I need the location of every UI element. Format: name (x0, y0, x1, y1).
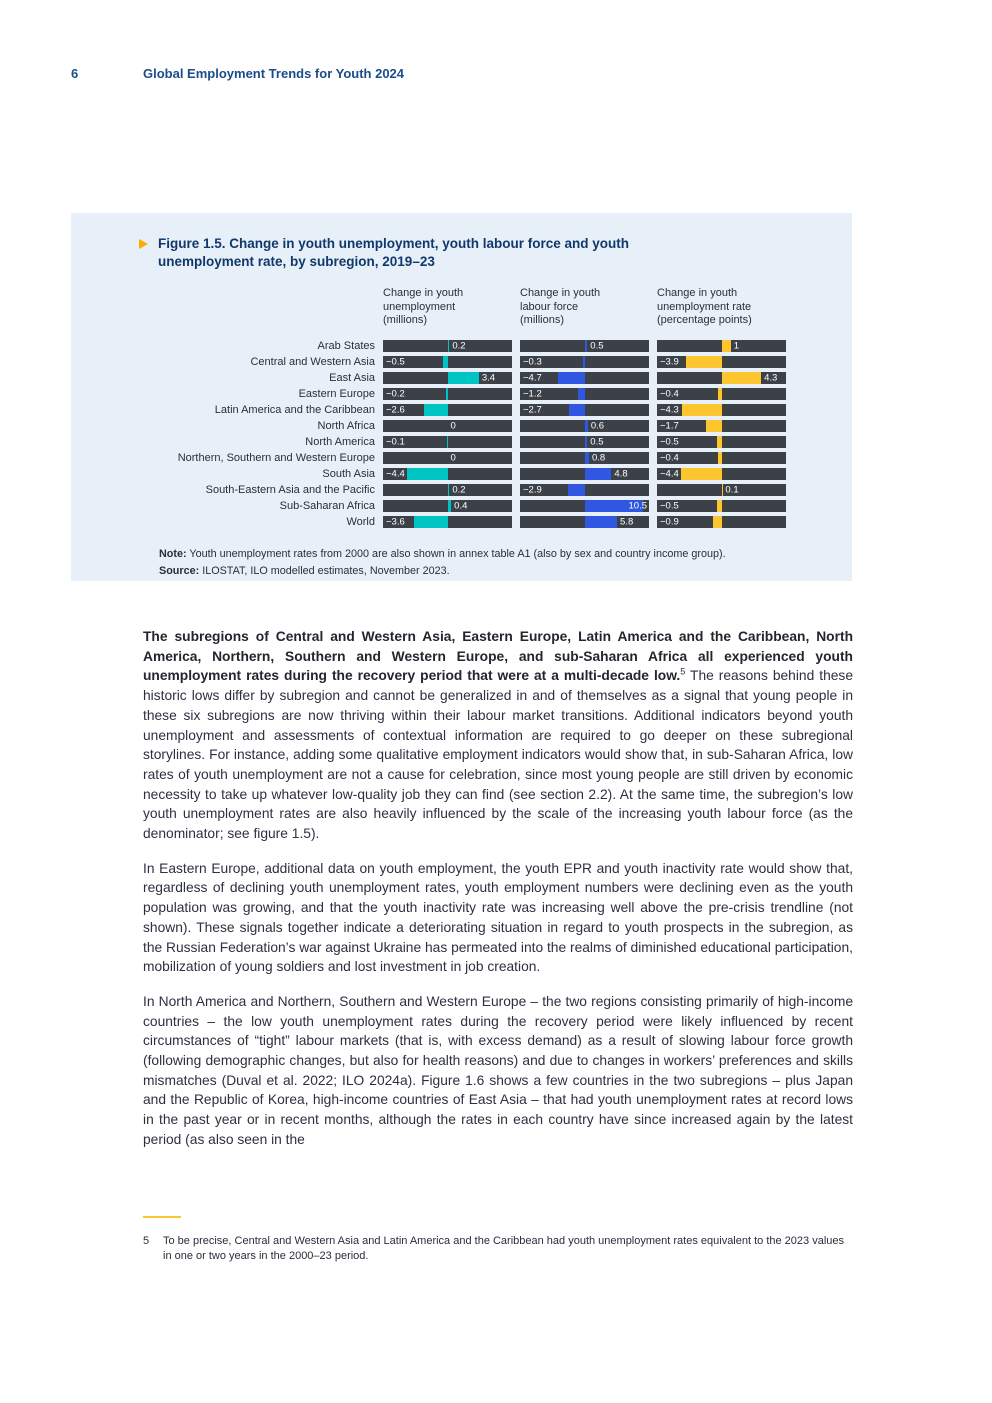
value-bar (585, 516, 618, 528)
value-label: −4.4 (660, 467, 679, 479)
value-label: 4.3 (764, 371, 778, 383)
chart-row (141, 404, 852, 416)
value-bar (448, 484, 450, 496)
figure-notes (159, 546, 852, 580)
value-label: 0.5 (590, 339, 604, 351)
bar-track (657, 436, 786, 448)
value-label: −0.9 (660, 515, 679, 527)
value-label: 0.2 (452, 483, 466, 495)
figure-note (159, 546, 852, 563)
page-header (71, 66, 404, 81)
bar-track (520, 436, 649, 448)
source-text: ILOSTAT, ILO modelled estimates, November 2023. (202, 564, 450, 577)
value-label: 3.4 (481, 371, 496, 383)
value-label: −0.2 (386, 387, 405, 399)
value-bar (722, 484, 723, 496)
bar-track (520, 516, 649, 528)
bar-track (520, 404, 649, 416)
value-bar (585, 452, 589, 464)
row-label: Eastern Europe (298, 387, 375, 400)
bar-track (383, 404, 512, 416)
footnote (143, 1234, 853, 1263)
bar-track (383, 500, 512, 512)
footnote-text: To be precise, Central and Western Asia and Latin America and the Caribbean had youth unemployment rates equivalent to the 2023 values in one or two years in the 2000–23 period. (163, 1235, 845, 1262)
chart-row (141, 500, 852, 512)
chart-column-header: Change in youth unemployment (millions) (383, 287, 464, 326)
paragraph-1 (143, 627, 853, 844)
bar-track (383, 516, 512, 528)
value-bar (585, 436, 588, 448)
chart-rows (141, 340, 852, 528)
value-label: −2.6 (386, 403, 405, 415)
value-label: 0 (450, 419, 456, 431)
value-bar (722, 340, 731, 352)
paragraph-1-text: The reasons behind these historic lows differ by subregion and cannot be generalized in and of themselves as a signal that young people in these six subregions are now thriving within their labour market transitions. Additional indicators beyond youth unemployment and assessments of contextual information are required to go deeper on these subregional storylines. For instance, adding some qualitative employment indicators would show that, in sub-Saharan Africa, low rates of youth unemployment are not a cause for celebration, since most young people are still driven by economic necessity to take up whatever low-quality job they can find (see section 2.2). At the same time, the subregion’s low youth unemployment rates are also heavily influenced by the scale of the increasing youth labour force (as the denominator; see figure 1.5). (143, 668, 853, 842)
bar-track (657, 356, 786, 368)
value-bar (681, 468, 722, 480)
row-label: Northern, Southern and Western Europe (177, 451, 375, 464)
running-header-title: Global Employment Trends for Youth 2024 (143, 66, 405, 81)
value-label: 0.8 (591, 451, 606, 463)
value-label: −4.4 (386, 467, 405, 479)
value-bar (407, 468, 448, 480)
value-label: −0.5 (660, 435, 679, 447)
value-bar (718, 388, 722, 400)
value-bar (718, 452, 722, 464)
chart-header-spacer (141, 287, 375, 328)
chart-column-headers (141, 287, 852, 328)
value-bar (424, 404, 448, 416)
footnote-area (143, 1216, 853, 1263)
value-label: 0.1 (725, 483, 739, 495)
chart-row (141, 436, 852, 448)
bar-track (657, 516, 786, 528)
footnote-reference: 5 (680, 666, 686, 677)
value-label: 0.4 (454, 499, 468, 511)
paragraph-2: In Eastern Europe, additional data on youth employment, the youth EPR and youth inactivity rate would show that, regardless of declining youth unemployment rates, youth employment numbers were declining even as the youth population was growing, and that the youth inactivity rate was increasing well above the pre-crisis trendline (not shown). These signals together indicate a deteriorating situation in regard to youth prospects in the subregion, as the Russian Federation’s war against Ukraine has permeated into the realms of diminished educational participation, mobilization of young soldiers and lost investment in job creation. (143, 860, 853, 975)
bar-track (383, 468, 512, 480)
value-label: 0.6 (590, 419, 605, 431)
bar-track (383, 388, 512, 400)
value-label: 0 (450, 451, 456, 463)
value-label: 0.2 (452, 339, 466, 351)
bar-track (520, 372, 649, 384)
value-bar (585, 420, 588, 432)
value-bar (446, 388, 448, 400)
value-bar (569, 404, 584, 416)
value-label: −4.7 (523, 371, 542, 383)
bar-track (520, 420, 649, 432)
value-label: 4.8 (614, 467, 628, 479)
bar-track (383, 484, 512, 496)
bar-track (383, 452, 512, 464)
value-label: −4.3 (660, 403, 679, 415)
bar-track (383, 340, 512, 352)
value-bar (448, 340, 450, 352)
chart-row (141, 484, 852, 496)
row-label: Sub-Saharan Africa (279, 499, 375, 512)
row-label: East Asia (329, 371, 375, 384)
row-label: South Asia (322, 467, 375, 480)
value-bar (443, 356, 448, 368)
row-label: North Africa (317, 419, 375, 432)
row-label: World (346, 515, 375, 528)
chart-row (141, 372, 852, 384)
value-bar (414, 516, 447, 528)
row-label: Latin America and the Caribbean (214, 403, 375, 416)
value-label: −3.9 (660, 355, 679, 367)
footnote-separator (143, 1216, 181, 1218)
value-label: −2.9 (523, 483, 542, 495)
bar-track (657, 372, 786, 384)
bar-track (383, 356, 512, 368)
paragraph-1-bold-lead: The subregions of Central and Western Asia, Eastern Europe, Latin America and the Caribbean, North America, Northern, Southern and Western Europe, and sub-Saharan Africa all experienced youth unemployment rates during the recovery period that were at a multi-decade low. (143, 629, 853, 684)
bar-track (383, 420, 512, 432)
bar-track (383, 372, 512, 384)
value-bar (682, 404, 722, 416)
bar-track (657, 388, 786, 400)
bar-track (657, 452, 786, 464)
bar-track (520, 468, 649, 480)
value-bar (447, 436, 448, 448)
row-label: North America (305, 435, 375, 448)
bar-track (657, 404, 786, 416)
value-label: −0.3 (523, 355, 542, 367)
value-bar (578, 388, 585, 400)
chart-column-header: Change in youth labour force (millions) (520, 287, 601, 326)
page-number: 6 (71, 66, 79, 81)
value-bar (568, 484, 584, 496)
bar-track (383, 436, 512, 448)
note-label: Note: (159, 547, 187, 560)
bar-track (520, 356, 649, 368)
value-bar (585, 340, 588, 352)
bar-track (520, 500, 649, 512)
value-bar (448, 372, 479, 384)
figure-title: Figure 1.5. Change in youth unemployment, youth labour force and youth unemployment rate, by subregion, 2019–23 (158, 236, 630, 269)
value-bar (686, 356, 722, 368)
bar-track (657, 420, 786, 432)
chart-row (141, 340, 852, 352)
bar-track (520, 484, 649, 496)
bar-track (520, 340, 649, 352)
row-label: Central and Western Asia (250, 355, 375, 368)
value-bar (722, 372, 762, 384)
source-label: Source: (159, 564, 200, 577)
figure-marker-icon (139, 239, 148, 249)
value-label: −0.5 (660, 499, 679, 511)
bar-track (657, 484, 786, 496)
value-bar (706, 420, 722, 432)
value-label: 10.5 (628, 499, 647, 511)
bar-track (657, 340, 786, 352)
paragraph-3: In North America and Northern, Southern and Western Europe – the two regions consisting primarily of high-income countries – the low youth unemployment rates during the recovery period were likely influenced by recent circumstances of “tight” labour markets (that is, with excess demand) as a result of slowing labour force growth (following demographic changes, but also for health reasons) and due to changes in workers’ preferences and skills mismatches (Duval et al. 2022; ILO 2024a). Figure 1.6 shows a few countries in the two subregions – plus Japan and the Republic of Korea, high-income countries of East Asia – that had youth unemployment rates at record lows in the past year or in recent months, although the rates in each country have since increased again by the latest period (as also seen in the (143, 993, 853, 1147)
body-text (143, 627, 853, 1165)
chart-row (141, 452, 852, 464)
figure-chart (141, 287, 852, 528)
footnote-number: 5 (143, 1235, 150, 1247)
chart-row (141, 356, 852, 368)
chart-row (141, 516, 852, 528)
value-bar (713, 516, 721, 528)
chart-row (141, 388, 852, 400)
chart-row (141, 468, 852, 480)
value-label: 5.8 (620, 515, 634, 527)
figure-source (159, 563, 852, 580)
value-label: −1.2 (523, 387, 542, 399)
value-label: −3.6 (386, 515, 405, 527)
value-label: −0.1 (386, 435, 405, 447)
value-bar (717, 436, 722, 448)
row-label: South-Eastern Asia and the Pacific (205, 483, 375, 496)
value-label: 0.5 (590, 435, 604, 447)
value-label: −0.5 (386, 355, 405, 367)
value-bar (448, 500, 452, 512)
value-bar (583, 356, 585, 368)
value-label: −0.4 (660, 451, 679, 463)
value-bar (558, 372, 584, 384)
value-bar (717, 500, 722, 512)
value-label: 1 (733, 339, 739, 351)
value-label: −0.4 (660, 387, 679, 399)
chart-row (141, 420, 852, 432)
value-bar (585, 468, 612, 480)
value-label: −1.7 (660, 419, 679, 431)
value-label: −2.7 (523, 403, 542, 415)
bar-track (520, 388, 649, 400)
chart-column-header: Change in youth unemployment rate (percentage points) (657, 287, 752, 326)
row-label: Arab States (317, 339, 375, 352)
note-text: Youth unemployment rates from 2000 are also shown in annex table A1 (also by sex and country income group). (189, 547, 726, 560)
figure-title-block (139, 235, 639, 271)
bar-track (520, 452, 649, 464)
bar-track (657, 468, 786, 480)
figure-panel (71, 213, 852, 581)
bar-track (657, 500, 786, 512)
